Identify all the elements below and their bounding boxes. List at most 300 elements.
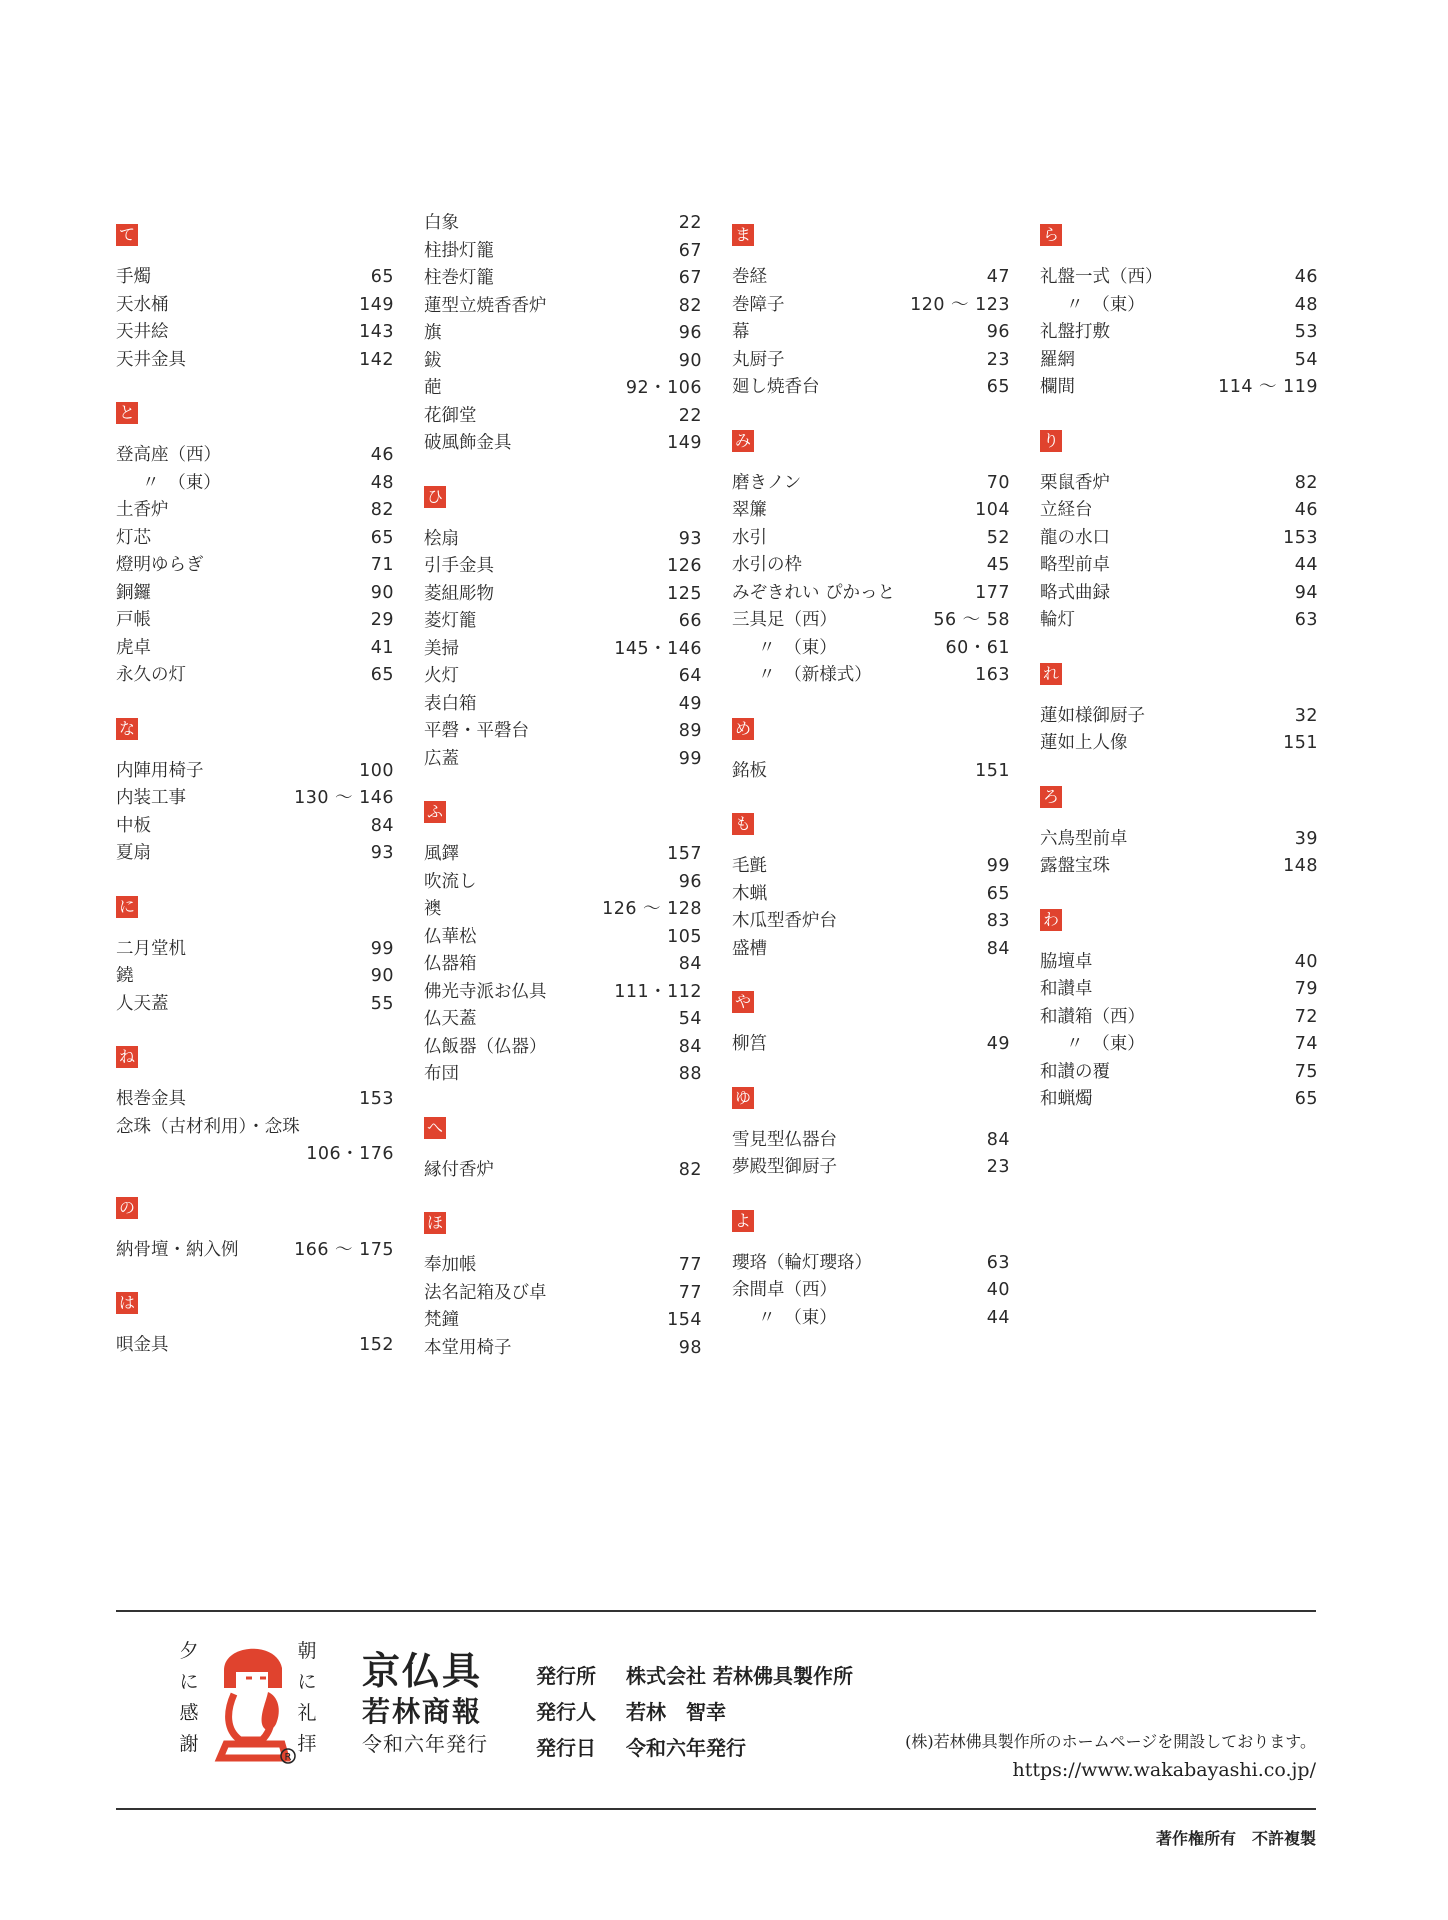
entry-page-number: 71 xyxy=(370,555,394,575)
entry-page-number: 145・146 xyxy=(614,638,702,659)
entry-page-number: 46 xyxy=(370,445,394,465)
index-section xyxy=(1040,772,1318,881)
entry-page-number: 89 xyxy=(678,721,702,741)
entry-name: 念珠（古材利用）・念珠 xyxy=(116,1116,300,1137)
index-entry xyxy=(424,869,702,897)
publisher-row xyxy=(536,1730,853,1766)
index-entry xyxy=(1040,470,1318,498)
index-entry xyxy=(116,1086,394,1114)
entry-name: 余間卓（西） xyxy=(732,1280,837,1300)
entry-page-number: 151 xyxy=(975,760,1010,781)
index-column-4 xyxy=(1040,210,1318,1128)
entry-name: 〃 （東） xyxy=(758,1307,837,1328)
kana-heading-badge: は xyxy=(116,1292,138,1314)
entry-page-number: 104 xyxy=(975,500,1010,520)
masthead xyxy=(362,1648,488,1758)
index-entry xyxy=(424,663,702,691)
index-entry xyxy=(732,908,1010,936)
entry-name: 内装工事 xyxy=(116,788,186,808)
entry-name: 本堂用椅子 xyxy=(424,1337,512,1358)
entry-page-number: 45 xyxy=(986,555,1010,575)
entry-page-number: 99 xyxy=(986,856,1010,876)
entry-name: 引手金具 xyxy=(424,556,494,576)
entry-name: 〃 （東） xyxy=(758,637,837,658)
entry-page-number: 65 xyxy=(986,883,1010,904)
entry-page-number: 54 xyxy=(1294,349,1318,370)
entry-page-number: 82 xyxy=(678,295,702,316)
entry-name: 仏天蓋 xyxy=(424,1009,477,1029)
entry-name: 露盤宝珠 xyxy=(1040,856,1110,876)
entry-page-number: 157 xyxy=(667,844,702,864)
entry-page-number: 44 xyxy=(986,1307,1010,1328)
footer-bottom-rule xyxy=(116,1808,1316,1810)
index-entry xyxy=(116,470,394,498)
entry-page-number: 96 xyxy=(986,322,1010,342)
entry-name: 灯芯 xyxy=(116,527,151,548)
index-entry xyxy=(424,691,702,719)
index-entry xyxy=(1040,1086,1318,1114)
index-entry xyxy=(424,375,702,403)
index-entry xyxy=(424,430,702,458)
entry-name: 吹流し xyxy=(424,871,477,892)
entry-name: 瓔珞（輪灯瓔珞） xyxy=(732,1252,872,1273)
index-entry xyxy=(424,841,702,869)
entry-name: 〃 （東） xyxy=(1066,1034,1145,1054)
entry-page-number: 98 xyxy=(678,1337,702,1358)
index-entry xyxy=(424,1006,702,1034)
entry-page-number: 48 xyxy=(370,472,394,493)
entry-page-number: 114 ～ 119 xyxy=(1218,377,1318,397)
index-entry xyxy=(424,746,702,774)
entry-name: 六鳥型前卓 xyxy=(1040,828,1128,849)
entry-name: 夢殿型御厨子 xyxy=(732,1157,837,1177)
entry-page-number: 96 xyxy=(678,871,702,892)
index-entry xyxy=(1040,319,1318,347)
homepage-url-link[interactable]: https://www.wakabayashi.co.jp/ xyxy=(1012,1759,1316,1781)
entry-page-number: 55 xyxy=(370,993,394,1014)
index-entry xyxy=(732,1031,1010,1059)
index-entry xyxy=(116,607,394,635)
entry-name: 〃 （東） xyxy=(142,472,221,493)
entry-page-number: 126 ～ 128 xyxy=(602,899,702,919)
index-entry xyxy=(1040,976,1318,1004)
entry-page-number: 63 xyxy=(1294,610,1318,630)
index-entry xyxy=(1040,1059,1318,1087)
entry-name: 人天蓋 xyxy=(116,993,169,1014)
index-section xyxy=(116,210,394,374)
entry-name: 雪見型仏器台 xyxy=(732,1129,837,1150)
index-section xyxy=(1040,649,1318,758)
index-entry xyxy=(732,497,1010,525)
entry-page-number: 84 xyxy=(986,938,1010,959)
homepage-notice xyxy=(905,1728,1316,1784)
index-entry xyxy=(732,662,1010,690)
kana-heading-badge: ま xyxy=(732,224,754,246)
index-entry xyxy=(424,979,702,1007)
publisher-label: 発行日 xyxy=(536,1736,596,1760)
index-entry xyxy=(424,238,702,266)
index-entry xyxy=(116,1237,394,1265)
index-entry xyxy=(116,442,394,470)
index-section xyxy=(116,388,394,690)
index-entry xyxy=(424,1157,702,1185)
entry-page-number: 64 xyxy=(678,666,702,686)
entry-name: 盛槽 xyxy=(732,938,767,959)
masthead-subtitle: 若林商報 xyxy=(362,1695,483,1728)
entry-page-number: 82 xyxy=(370,500,394,520)
index-entry xyxy=(116,785,394,813)
entry-name: 蓮型立焼香香炉 xyxy=(424,295,547,316)
entry-name: 仏華松 xyxy=(424,926,477,947)
index-entry xyxy=(732,607,1010,635)
kana-heading-badge: ろ xyxy=(1040,786,1062,808)
index-section xyxy=(424,472,702,774)
kana-heading-badge: と xyxy=(116,402,138,424)
index-section xyxy=(1040,416,1318,635)
index-entry xyxy=(732,292,1010,320)
index-entry xyxy=(732,1154,1010,1182)
entry-page-number: 99 xyxy=(678,748,702,769)
entry-page-number: 126 xyxy=(667,556,702,576)
entry-name: 天井金具 xyxy=(116,349,186,370)
index-entry xyxy=(424,1280,702,1308)
entry-name: 龍の水口 xyxy=(1040,527,1110,548)
index-entry xyxy=(424,1307,702,1335)
index-entry xyxy=(424,636,702,664)
index-entry xyxy=(1040,607,1318,635)
entry-name: 土香炉 xyxy=(116,500,169,520)
index-entry xyxy=(1040,525,1318,553)
entry-name: 和讃の覆 xyxy=(1040,1061,1110,1082)
entry-page-number: 166 ～ 175 xyxy=(294,1239,394,1260)
masthead-title: 京仏具 xyxy=(362,1648,483,1693)
kana-heading-badge: も xyxy=(732,813,754,835)
index-entry xyxy=(116,840,394,868)
entry-page-number: 111・112 xyxy=(614,981,702,1002)
index-column-2 xyxy=(424,210,702,1376)
entry-page-number: 70 xyxy=(986,472,1010,493)
index-entry xyxy=(732,319,1010,347)
entry-page-number: 54 xyxy=(678,1009,702,1029)
index-entry xyxy=(732,374,1010,402)
entry-page-number: 96 xyxy=(678,323,702,343)
index-entry xyxy=(116,552,394,580)
entry-name: 磨きノン xyxy=(732,472,802,493)
kana-heading-badge: ひ xyxy=(424,486,446,508)
entry-name: 略式曲録 xyxy=(1040,582,1110,603)
index-entry xyxy=(116,1114,394,1169)
kana-heading-badge: り xyxy=(1040,430,1062,452)
entry-page-number: 32 xyxy=(1294,705,1318,726)
kana-heading-badge: の xyxy=(116,1197,138,1219)
index-entry xyxy=(1040,853,1318,881)
index-entry xyxy=(1040,497,1318,525)
entry-page-number: 48 xyxy=(1294,294,1318,315)
index-entry xyxy=(732,758,1010,786)
index-section xyxy=(116,1183,394,1265)
publisher-value: 若林 智幸 xyxy=(626,1700,726,1724)
entry-page-number: 77 xyxy=(678,1282,702,1303)
entry-name: 夏扇 xyxy=(116,843,151,863)
entry-page-number: 65 xyxy=(986,377,1010,397)
index-entry xyxy=(424,265,702,293)
entry-page-number: 99 xyxy=(370,938,394,959)
index-section xyxy=(1040,895,1318,1114)
entry-page-number: 84 xyxy=(678,954,702,974)
index-entry xyxy=(1040,552,1318,580)
entry-page-number: 120 ～ 123 xyxy=(910,294,1010,315)
entry-page-number: 40 xyxy=(1294,951,1318,972)
company-logo xyxy=(178,1632,328,1792)
entry-page-number: 90 xyxy=(678,350,702,371)
index-entry xyxy=(1040,374,1318,402)
kana-heading-badge: ほ xyxy=(424,1212,446,1234)
entry-page-number: 82 xyxy=(678,1159,702,1180)
index-entry xyxy=(1040,730,1318,758)
publisher-label: 発行所 xyxy=(536,1664,596,1688)
kana-heading-badge: て xyxy=(116,224,138,246)
entry-name: 登高座（西） xyxy=(116,445,221,465)
index-entry xyxy=(424,896,702,924)
index-entry xyxy=(424,924,702,952)
entry-page-number: 67 xyxy=(678,268,702,288)
entry-page-number: 29 xyxy=(370,610,394,630)
entry-page-number: 60・61 xyxy=(945,637,1010,658)
index-entry xyxy=(732,853,1010,881)
index-section xyxy=(424,210,702,458)
publisher-value: 株式会社 若林佛具製作所 xyxy=(626,1664,853,1688)
index-section xyxy=(116,1032,394,1169)
entry-page-number: 56 ～ 58 xyxy=(933,610,1010,630)
entry-name: 毛氈 xyxy=(732,856,767,876)
entry-name: 蓮如上人像 xyxy=(1040,733,1128,753)
entry-name: 根巻金具 xyxy=(116,1089,186,1109)
entry-name: 風鐸 xyxy=(424,844,459,864)
entry-name: 菱組彫物 xyxy=(424,583,494,604)
index-entry xyxy=(1040,703,1318,731)
entry-page-number: 72 xyxy=(1294,1006,1318,1027)
publisher-row xyxy=(536,1658,853,1694)
entry-page-number: 82 xyxy=(1294,472,1318,493)
entry-name: 永久の灯 xyxy=(116,665,186,685)
entry-page-number: 65 xyxy=(370,267,394,287)
entry-name: 菱灯籠 xyxy=(424,611,477,631)
entry-name: 天井絵 xyxy=(116,322,169,342)
index-entry xyxy=(424,293,702,321)
entry-name: 葩 xyxy=(424,378,442,398)
entry-name: 銘板 xyxy=(732,760,767,781)
entry-page-number: 65 xyxy=(1294,1089,1318,1109)
entry-name: 破風飾金具 xyxy=(424,433,512,453)
entry-page-number: 23 xyxy=(986,349,1010,370)
publisher-info xyxy=(536,1658,853,1766)
entry-name: 木蝋 xyxy=(732,883,767,904)
entry-page-number: 153 xyxy=(1283,527,1318,548)
entry-name: 輪灯 xyxy=(1040,610,1075,630)
index-entry xyxy=(116,319,394,347)
entry-name: 梵鐘 xyxy=(424,1310,459,1330)
entry-name: 表白箱 xyxy=(424,693,477,714)
index-entry xyxy=(732,936,1010,964)
index-entry xyxy=(1040,826,1318,854)
entry-name: 鈸 xyxy=(424,350,442,371)
entry-page-number: 152 xyxy=(359,1335,394,1355)
entry-page-number: 67 xyxy=(678,240,702,261)
kana-heading-badge: な xyxy=(116,718,138,740)
index-section xyxy=(732,210,1010,402)
entry-page-number: 154 xyxy=(667,1310,702,1330)
entry-page-number: 74 xyxy=(1294,1034,1318,1054)
index-entry xyxy=(1040,292,1318,320)
entry-name: 廻し焼香台 xyxy=(732,377,820,397)
index-entry xyxy=(116,813,394,841)
index-entry xyxy=(1040,580,1318,608)
index-section xyxy=(732,977,1010,1059)
entry-name: 天水桶 xyxy=(116,294,169,315)
index-entry xyxy=(116,963,394,991)
entry-name: 旗 xyxy=(424,323,442,343)
entry-name: 燈明ゆらぎ xyxy=(116,555,204,575)
entry-name: 〃 （新様式） xyxy=(758,665,872,685)
entry-name: みぞきれい ぴかっと xyxy=(732,582,896,603)
entry-name: 木瓜型香炉台 xyxy=(732,911,837,931)
index-entry xyxy=(1040,264,1318,292)
entry-name: 納骨壇・納入例 xyxy=(116,1239,239,1260)
entry-name: 広蓋 xyxy=(424,748,459,769)
kana-heading-badge: へ xyxy=(424,1117,446,1139)
entry-name: 水引 xyxy=(732,527,767,548)
entry-page-number: 125 xyxy=(667,583,702,604)
index-section xyxy=(732,1196,1010,1333)
entry-page-number: 90 xyxy=(370,582,394,603)
index-entry xyxy=(424,1252,702,1280)
index-section xyxy=(116,704,394,868)
footer-top-rule xyxy=(116,1610,1316,1612)
index-entry xyxy=(424,553,702,581)
entry-page-number: 46 xyxy=(1294,500,1318,520)
entry-page-number: 22 xyxy=(678,405,702,426)
entry-name: 巻障子 xyxy=(732,294,785,315)
index-entry xyxy=(732,470,1010,498)
entry-page-number: 49 xyxy=(678,693,702,714)
index-entry xyxy=(424,1034,702,1062)
entry-page-number: 53 xyxy=(1294,322,1318,342)
entry-name: 礼盤一式（西） xyxy=(1040,267,1163,287)
entry-name: 柱巻灯籠 xyxy=(424,268,494,288)
entry-page-number: 65 xyxy=(370,527,394,548)
kana-heading-badge: れ xyxy=(1040,663,1062,685)
entry-page-number: 94 xyxy=(1294,582,1318,603)
kana-heading-badge: み xyxy=(732,430,754,452)
entry-page-number: 63 xyxy=(986,1252,1010,1273)
entry-page-number: 23 xyxy=(986,1157,1010,1177)
entry-name: 和讃箱（西） xyxy=(1040,1006,1145,1027)
index-section xyxy=(1040,210,1318,402)
entry-page-number: 40 xyxy=(986,1280,1010,1300)
entry-page-number: 79 xyxy=(1294,979,1318,999)
index-entry xyxy=(116,991,394,1019)
index-entry xyxy=(424,526,702,554)
entry-name: 鐃 xyxy=(116,966,134,986)
entry-page-number: 84 xyxy=(370,815,394,836)
entry-name: 白象 xyxy=(424,213,459,233)
index-entry xyxy=(424,320,702,348)
entry-name: 美掃 xyxy=(424,638,459,659)
entry-name: 銅鑼 xyxy=(116,582,151,603)
entry-name: 水引の枠 xyxy=(732,555,802,575)
index-column-1 xyxy=(116,210,394,1374)
entry-name: 縁付香炉 xyxy=(424,1159,494,1180)
index-entry xyxy=(732,881,1010,909)
entry-name: 二月堂机 xyxy=(116,938,186,959)
entry-page-number: 41 xyxy=(370,637,394,658)
entry-page-number: 105 xyxy=(667,926,702,947)
index-entry xyxy=(116,264,394,292)
entry-page-number: 39 xyxy=(1294,828,1318,849)
entry-page-number: 93 xyxy=(370,843,394,863)
index-entry xyxy=(116,662,394,690)
index-entry xyxy=(424,951,702,979)
index-entry xyxy=(732,1127,1010,1155)
index-entry xyxy=(732,552,1010,580)
entry-page-number: 52 xyxy=(986,527,1010,548)
entry-name: 三具足（西） xyxy=(732,610,837,630)
index-section xyxy=(732,799,1010,963)
entry-name: 柳筥 xyxy=(732,1034,767,1054)
index-entry xyxy=(1040,1004,1318,1032)
motto-right: 朝に礼拝 xyxy=(297,1640,317,1755)
entry-page-number: 88 xyxy=(678,1064,702,1084)
index-section xyxy=(732,1073,1010,1182)
kana-heading-badge: ら xyxy=(1040,224,1062,246)
index-entry xyxy=(732,1250,1010,1278)
kana-heading-badge: わ xyxy=(1040,909,1062,931)
index-entry xyxy=(732,264,1010,292)
index-entry xyxy=(424,718,702,746)
kana-heading-badge: め xyxy=(732,718,754,740)
entry-page-number: 149 xyxy=(667,433,702,453)
entry-name: 巻経 xyxy=(732,267,767,287)
entry-name: 立経台 xyxy=(1040,500,1093,520)
copyright-notice: 著作権所有 不許複製 xyxy=(1155,1829,1316,1848)
publisher-row xyxy=(536,1694,853,1730)
entry-name: 戸帳 xyxy=(116,610,151,630)
entry-page-number: 46 xyxy=(1294,267,1318,287)
index-entry xyxy=(116,635,394,663)
kana-heading-badge: ふ xyxy=(424,801,446,823)
index-entry xyxy=(116,347,394,375)
svg-text:R: R xyxy=(284,1752,292,1763)
entry-name: 礼盤打敷 xyxy=(1040,322,1110,342)
index-section xyxy=(116,1278,394,1360)
entry-page-number: 92・106 xyxy=(625,378,702,398)
index-section xyxy=(732,704,1010,786)
entry-name: 羅網 xyxy=(1040,349,1075,370)
index-section xyxy=(424,787,702,1089)
entry-page-number: 66 xyxy=(678,611,702,631)
index-section xyxy=(116,882,394,1019)
entry-name: 手燭 xyxy=(116,267,151,287)
entry-name: 布団 xyxy=(424,1064,459,1084)
entry-name: 柱掛灯籠 xyxy=(424,240,494,261)
index-entry xyxy=(116,1332,394,1360)
index-entry xyxy=(424,403,702,431)
entry-name: 平磬・平磬台 xyxy=(424,721,529,741)
index-entry xyxy=(116,497,394,525)
entry-page-number: 22 xyxy=(678,213,702,233)
index-entry xyxy=(1040,949,1318,977)
index-entry xyxy=(732,580,1010,608)
